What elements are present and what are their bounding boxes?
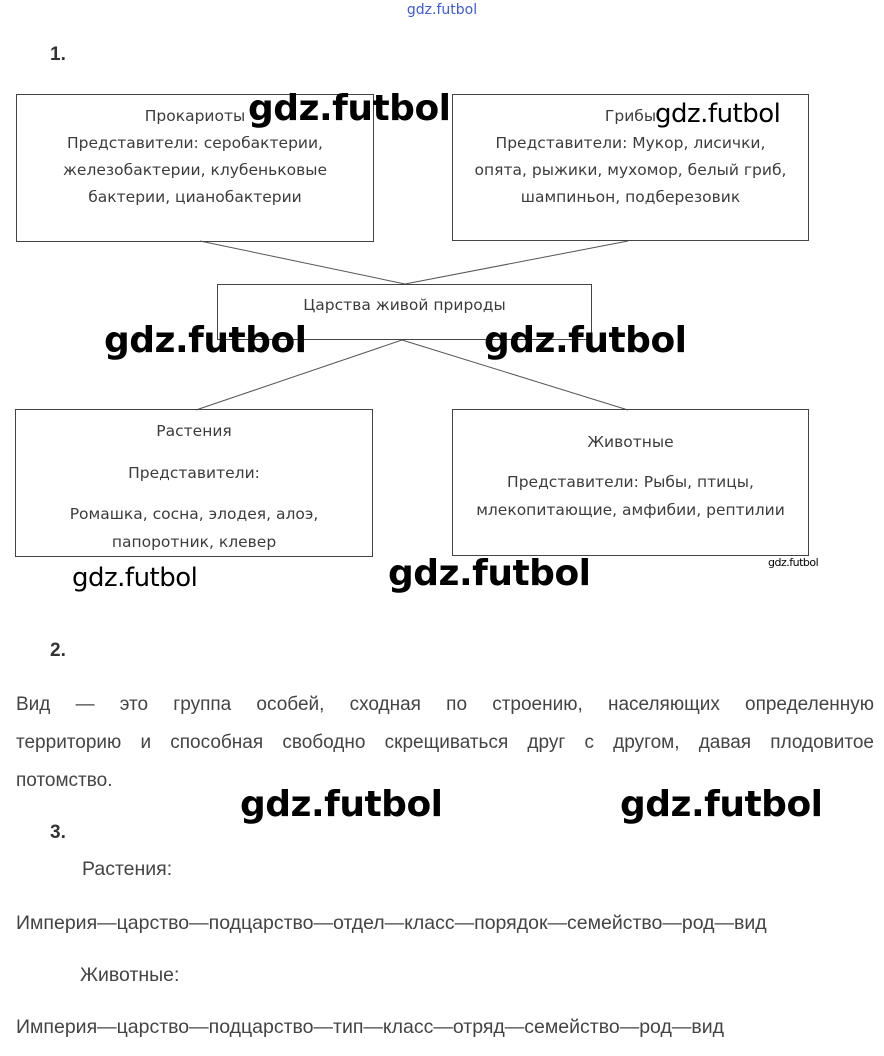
watermark: gdz.futbol (655, 99, 781, 129)
watermark: gdz.futbol (768, 556, 819, 569)
top-watermark[interactable]: gdz.futbol (406, 2, 478, 18)
box-plants (15, 409, 373, 557)
box-plants-subtitle: Представители: (128, 464, 260, 482)
box-animals (452, 409, 809, 556)
watermark: gdz.futbol (104, 320, 307, 361)
task-1-number: 1. (50, 44, 66, 65)
watermark: gdz.futbol (484, 320, 687, 361)
paragraph-line: территорию и способная свободно скрещиваться друг с другом, давая плодовитое (16, 732, 874, 753)
box-animals-line: Представители: Рыбы, птицы, (507, 473, 754, 491)
box-fungi-line: опята, рыжики, мухомор, белый гриб, (474, 161, 787, 179)
box-fungi-title: Грибы (604, 107, 657, 125)
paragraph-line: Вид — это группа особей, сходная по строению, населяющих определенную (16, 694, 874, 715)
animals-label: Животные: (80, 964, 180, 986)
box-plants-title: Растения (156, 422, 232, 440)
box-fungi-line: Представители: Мукор, лисички, (495, 134, 766, 152)
box-animals-title: Животные (587, 433, 674, 451)
watermark: gdz.futbol (240, 784, 443, 825)
task-2-number: 2. (50, 640, 66, 661)
plants-chain: Империя—царство—подцарство—отдел—класс—порядок—семейство—род—вид (16, 912, 767, 934)
box-plants-line: Ромашка, сосна, элодея, алоэ, (69, 505, 319, 523)
box-animals-line: млекопитающие, амфибии, рептилии (476, 501, 785, 519)
watermark: gdz.futbol (620, 784, 823, 825)
box-plants-line: папоротник, клевер (111, 533, 277, 551)
watermark: gdz.futbol (72, 563, 198, 593)
paragraph-line: потомство. (16, 770, 113, 791)
box-prokaryotes-line: бактерии, цианобактерии (88, 188, 302, 206)
box-prokaryotes-title: Прокариоты (144, 107, 246, 125)
connector-fungi (405, 241, 628, 284)
box-prokaryotes-line: Представители: серобактерии, (67, 134, 323, 152)
task-2-paragraph (16, 686, 874, 800)
watermark: gdz.futbol (388, 553, 591, 594)
plants-label: Растения: (82, 858, 173, 880)
connector-prokaryotes (200, 241, 405, 284)
box-prokaryotes-line: железобактерии, клубеньковые (62, 161, 328, 179)
watermark: gdz.futbol (248, 88, 451, 129)
box-fungi-line: шампиньон, подберезовик (520, 188, 741, 206)
animals-chain: Империя—царство—подцарство—тип—класс—отряд—семейство—род—вид (16, 1016, 724, 1038)
box-center-title: Царства живой природы (303, 296, 506, 314)
task-3-number: 3. (50, 822, 66, 843)
